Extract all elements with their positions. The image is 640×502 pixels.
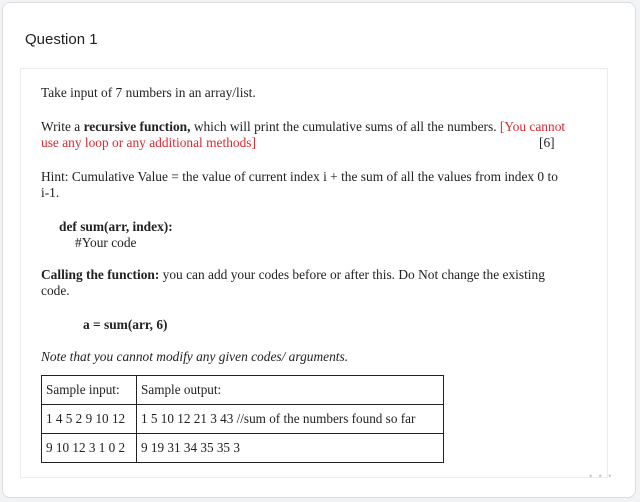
- calling-rest: you can add your codes before or after this. Do Not change the existing: [159, 267, 545, 282]
- table-row: [42, 405, 444, 434]
- instruction-task-line2: [41, 135, 601, 151]
- sample-input-2: 9 10 12 3 1 0 2: [42, 434, 137, 463]
- code-def: def sum(arr, index):: [59, 219, 173, 234]
- sample-table: [41, 375, 444, 463]
- marks-label: [6]: [539, 135, 555, 150]
- task-restriction-end: use any loop or any additional methods]: [41, 135, 256, 150]
- calling-line1: [41, 267, 545, 283]
- question-title: Question 1: [25, 31, 98, 48]
- instruction-task-line1: [41, 119, 565, 135]
- sample-output-1: 1 5 10 12 21 3 43 //sum of the numbers found so far: [137, 405, 444, 434]
- header-sample-output: Sample output:: [137, 376, 444, 405]
- instruction-input: Take input of 7 numbers in an array/list.: [41, 85, 256, 100]
- header-sample-input: Sample input:: [42, 376, 137, 405]
- task-restriction-start: [You cannot: [499, 119, 566, 134]
- table-row: [42, 434, 444, 463]
- calling-line2: code.: [41, 283, 70, 298]
- function-call: a = sum(arr, 6): [83, 317, 168, 332]
- task-text-a: Write a: [41, 119, 84, 134]
- question-image: [21, 69, 607, 477]
- image-resize-handle-icon[interactable]: • • •: [589, 471, 614, 481]
- hint-line2: i-1.: [41, 185, 60, 200]
- table-header-row: [42, 376, 444, 405]
- task-text-c: which will print the cumulative sums of all the numbers.: [190, 119, 500, 134]
- sample-output-2: 9 19 31 34 35 35 3: [137, 434, 444, 463]
- code-body: #Your code: [75, 235, 137, 250]
- calling-bold: Calling the function:: [41, 267, 160, 282]
- question-card: [2, 2, 636, 498]
- sample-input-1: 1 4 5 2 9 10 12: [42, 405, 137, 434]
- task-text-bold: recursive function,: [83, 119, 191, 134]
- hint-line1: Hint: Cumulative Value = the value of current index i + the sum of all the values from index 0 to: [41, 169, 558, 184]
- note-text: Note that you cannot modify any given codes/ arguments.: [41, 349, 349, 364]
